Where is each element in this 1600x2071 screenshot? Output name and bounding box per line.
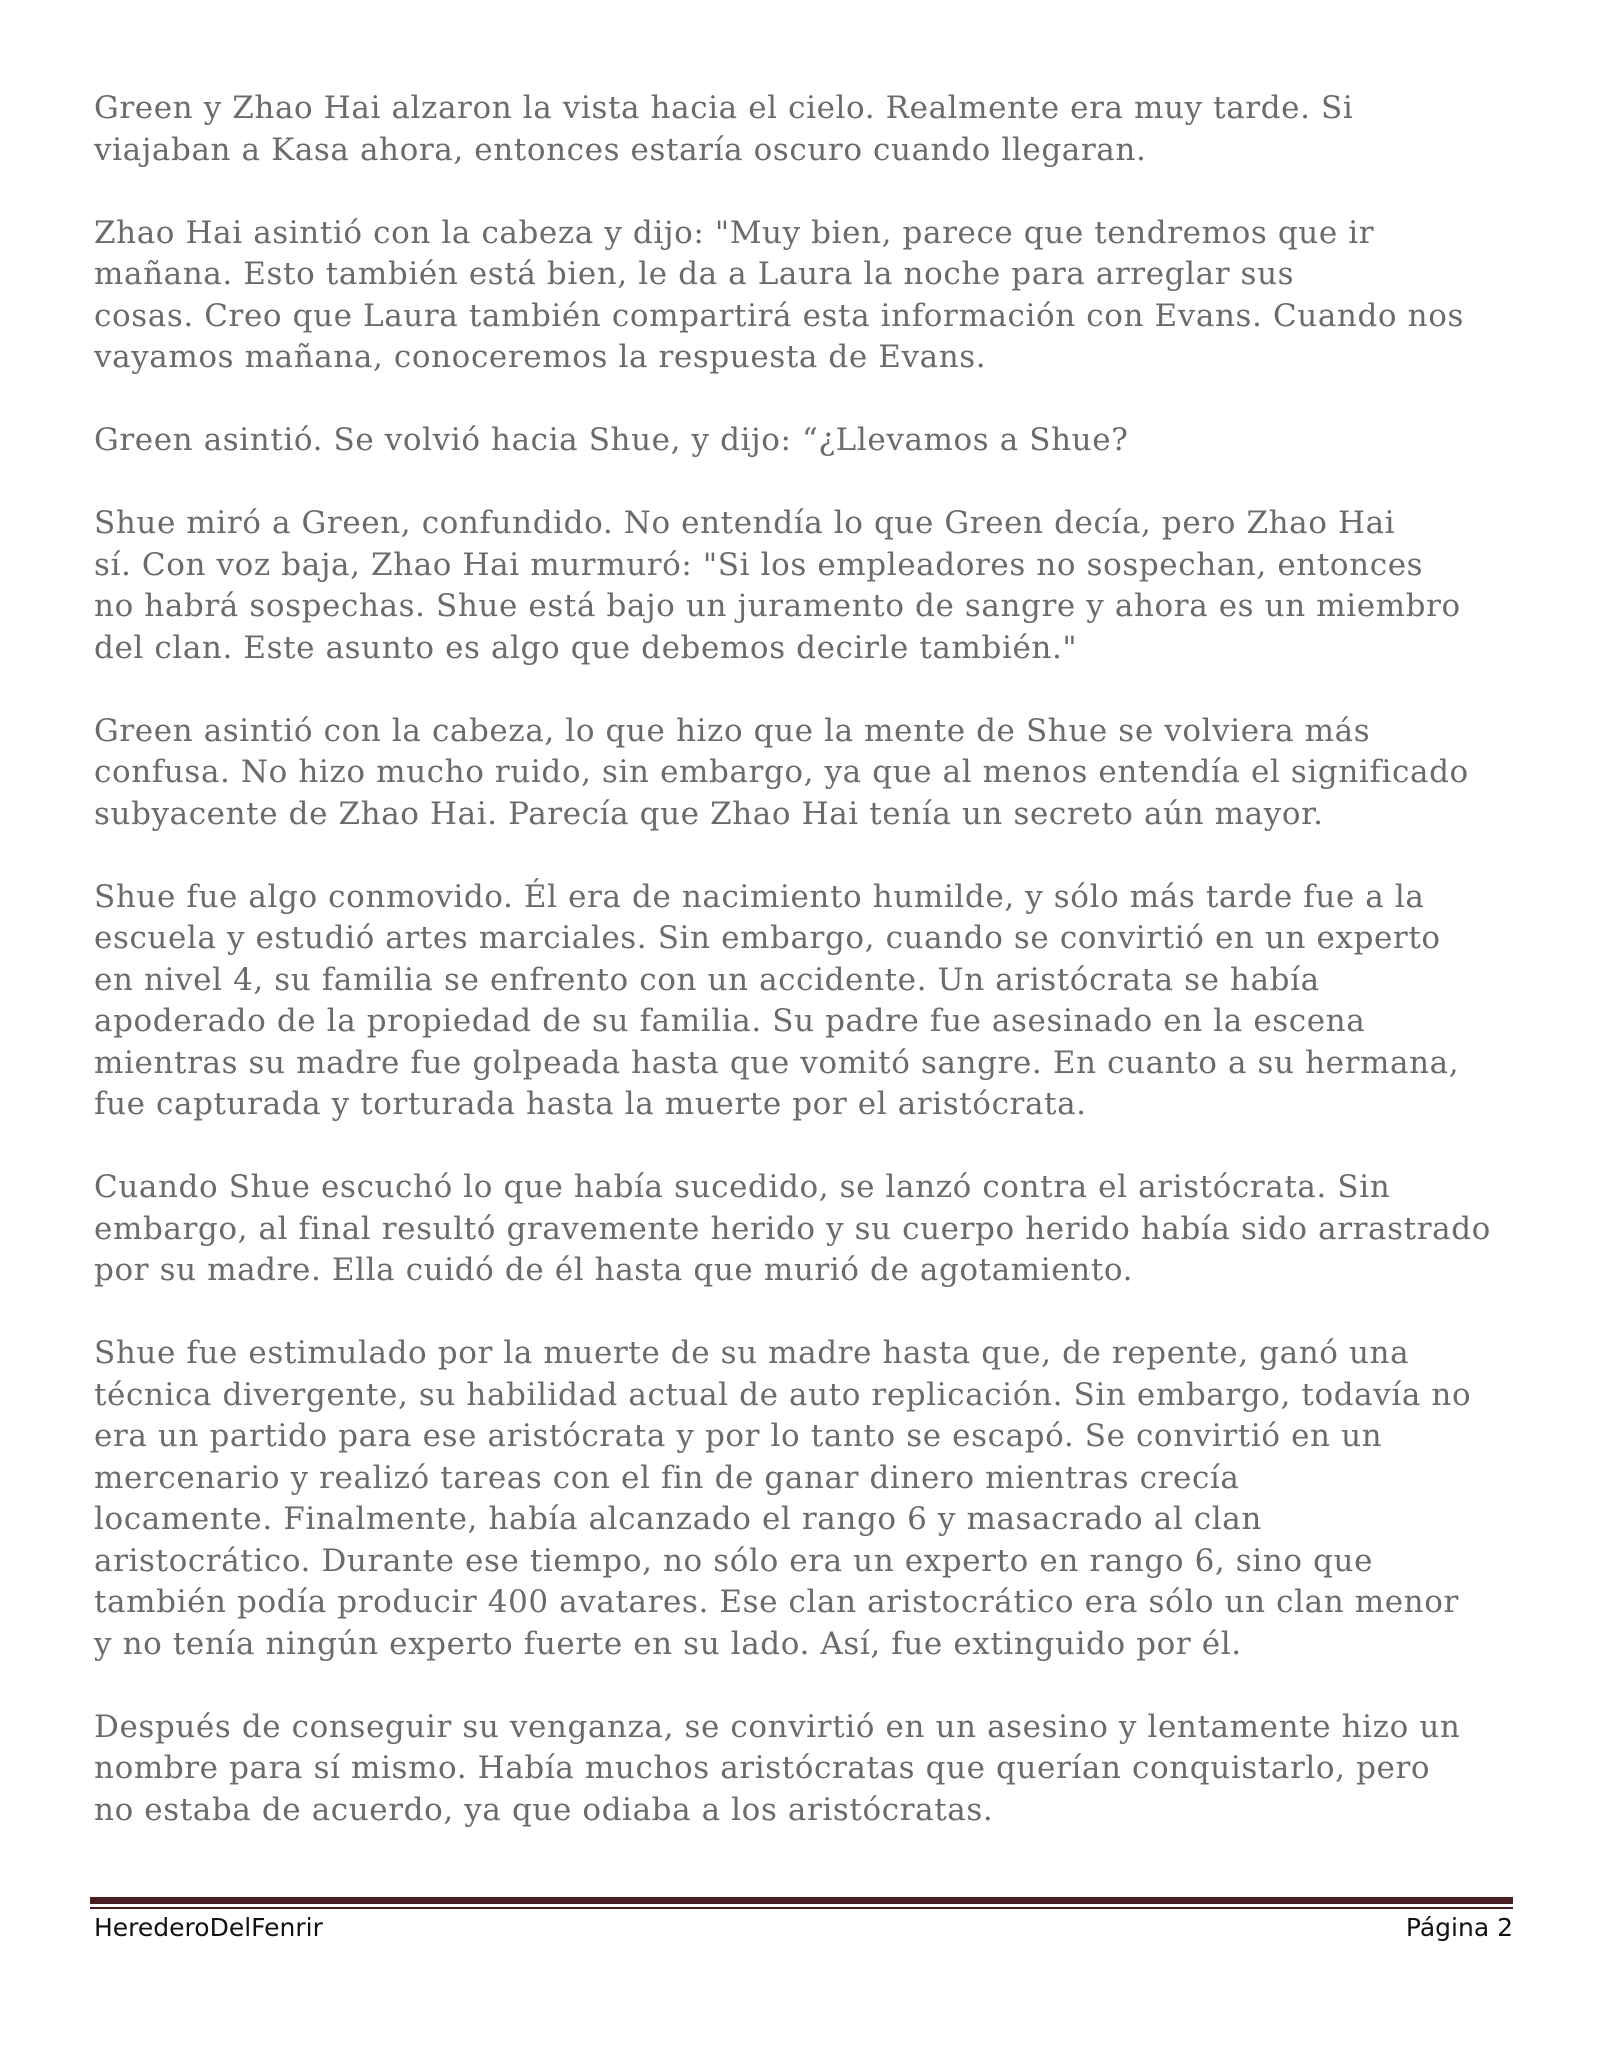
paragraph [94, 877, 1514, 1126]
text-line: cosas. Creo que Laura también compartirá esta información con Evans. Cuando nos [94, 297, 1464, 334]
footer-divider-thin [90, 1907, 1513, 1909]
text-line: aristocrático. Durante ese tiempo, no sólo era un experto en rango 6, sino que [94, 1542, 1374, 1579]
text-line: por su madre. Ella cuidó de él hasta que murió de agotamiento. [94, 1252, 1134, 1288]
paragraph [94, 1333, 1514, 1665]
text-line: y no tenía ningún experto fuerte en su lado. Así, fue extinguido por él. [94, 1625, 1242, 1662]
text-line: Green asintió. Se volvió hacia Shue, y dijo: “¿Llevamos a Shue? [94, 422, 1129, 458]
text-line: apoderado de la propiedad de su familia. Su padre fue asesinado en la escena [94, 1003, 1366, 1039]
text-line: también podía producir 400 avatares. Ese clan aristocrático era sólo un clan menor [94, 1584, 1459, 1620]
text-line: vayamos mañana, conoceremos la respuesta de Evans. [94, 339, 987, 375]
text-line: Zhao Hai asintió con la cabeza y dijo: "Muy bien, parece que tendremos que ir [94, 214, 1375, 251]
text-line: del clan. Este asunto es algo que debemos decirle también." [94, 629, 1078, 666]
text-line: Green asintió con la cabeza, lo que hizo que la mente de Shue se volviera más [94, 712, 1371, 749]
text-line: Shue fue estimulado por la muerte de su madre hasta que, de repente, ganó una [94, 1335, 1410, 1371]
text-line: técnica divergente, su habilidad actual de auto replicación. Sin embargo, todavía no [94, 1376, 1472, 1413]
page-footer [94, 1913, 1513, 1942]
paragraph [94, 1707, 1514, 1832]
text-line: mercenario y realizó tareas con el fin de ganar dinero mientras crecía [94, 1459, 1240, 1496]
text-line: locamente. Finalmente, había alcanzado el rango 6 y masacrado al clan [94, 1501, 1262, 1537]
text-line: era un partido para ese aristócrata y por lo tanto se escapó. Se convirtió en un [94, 1418, 1383, 1454]
paragraph [94, 503, 1514, 669]
text-line: no estaba de acuerdo, ya que odiaba a los aristócratas. [94, 1791, 994, 1828]
text-line: viajaban a Kasa ahora, entonces estaría oscuro cuando llegaran. [94, 131, 1147, 168]
text-line: Shue fue algo conmovido. Él era de nacimiento humilde, y sólo más tarde fue a la [94, 878, 1425, 915]
text-line: sí. Con voz baja, Zhao Hai murmuró: "Si los empleadores no sospechan, entonces [94, 546, 1424, 583]
text-line: confusa. No hizo mucho ruido, sin embargo, ya que al menos entendía el significado [94, 754, 1469, 790]
text-line: mientras su madre fue golpeada hasta que vomitó sangre. En cuanto a su hermana, [94, 1044, 1460, 1081]
text-line: Después de conseguir su venganza, se convirtió en un asesino y lentamente hizo un [94, 1708, 1461, 1745]
text-line: escuela y estudió artes marciales. Sin embargo, cuando se convirtió en un experto [94, 920, 1441, 956]
text-line: Green y Zhao Hai alzaron la vista hacia el cielo. Realmente era muy tarde. Si [94, 90, 1354, 126]
text-line: Shue miró a Green, confundido. No entendía lo que Green decía, pero Zhao Hai [94, 505, 1396, 541]
text-line: fue capturada y torturada hasta la muerte por el aristócrata. [94, 1086, 1087, 1122]
footer-author: HerederoDelFenrir [94, 1913, 323, 1942]
text-line: subyacente de Zhao Hai. Parecía que Zhao Hai tenía un secreto aún mayor. [94, 795, 1324, 832]
paragraph [94, 213, 1514, 379]
footer-divider-thick [90, 1897, 1513, 1904]
text-line: no habrá sospechas. Shue está bajo un juramento de sangre y ahora es un miembro [94, 588, 1461, 624]
text-line: embargo, al final resultó gravemente herido y su cuerpo herido había sido arrastrado [94, 1210, 1491, 1247]
body-text [94, 88, 1514, 1873]
paragraph [94, 88, 1514, 171]
text-line: mañana. Esto también está bien, le da a Laura la noche para arreglar sus [94, 256, 1295, 292]
text-line: nombre para sí mismo. Había muchos aristócratas que querían conquistarlo, pero [94, 1750, 1431, 1786]
paragraph [94, 711, 1514, 836]
paragraph [94, 1167, 1514, 1292]
page-number: Página 2 [1405, 1913, 1513, 1942]
text-line: en nivel 4, su familia se enfrento con un accidente. Un aristócrata se había [94, 961, 1320, 998]
paragraph [94, 420, 1514, 462]
footer-divider [90, 1897, 1513, 1909]
text-line: Cuando Shue escuchó lo que había sucedido, se lanzó contra el aristócrata. Sin [94, 1169, 1391, 1205]
